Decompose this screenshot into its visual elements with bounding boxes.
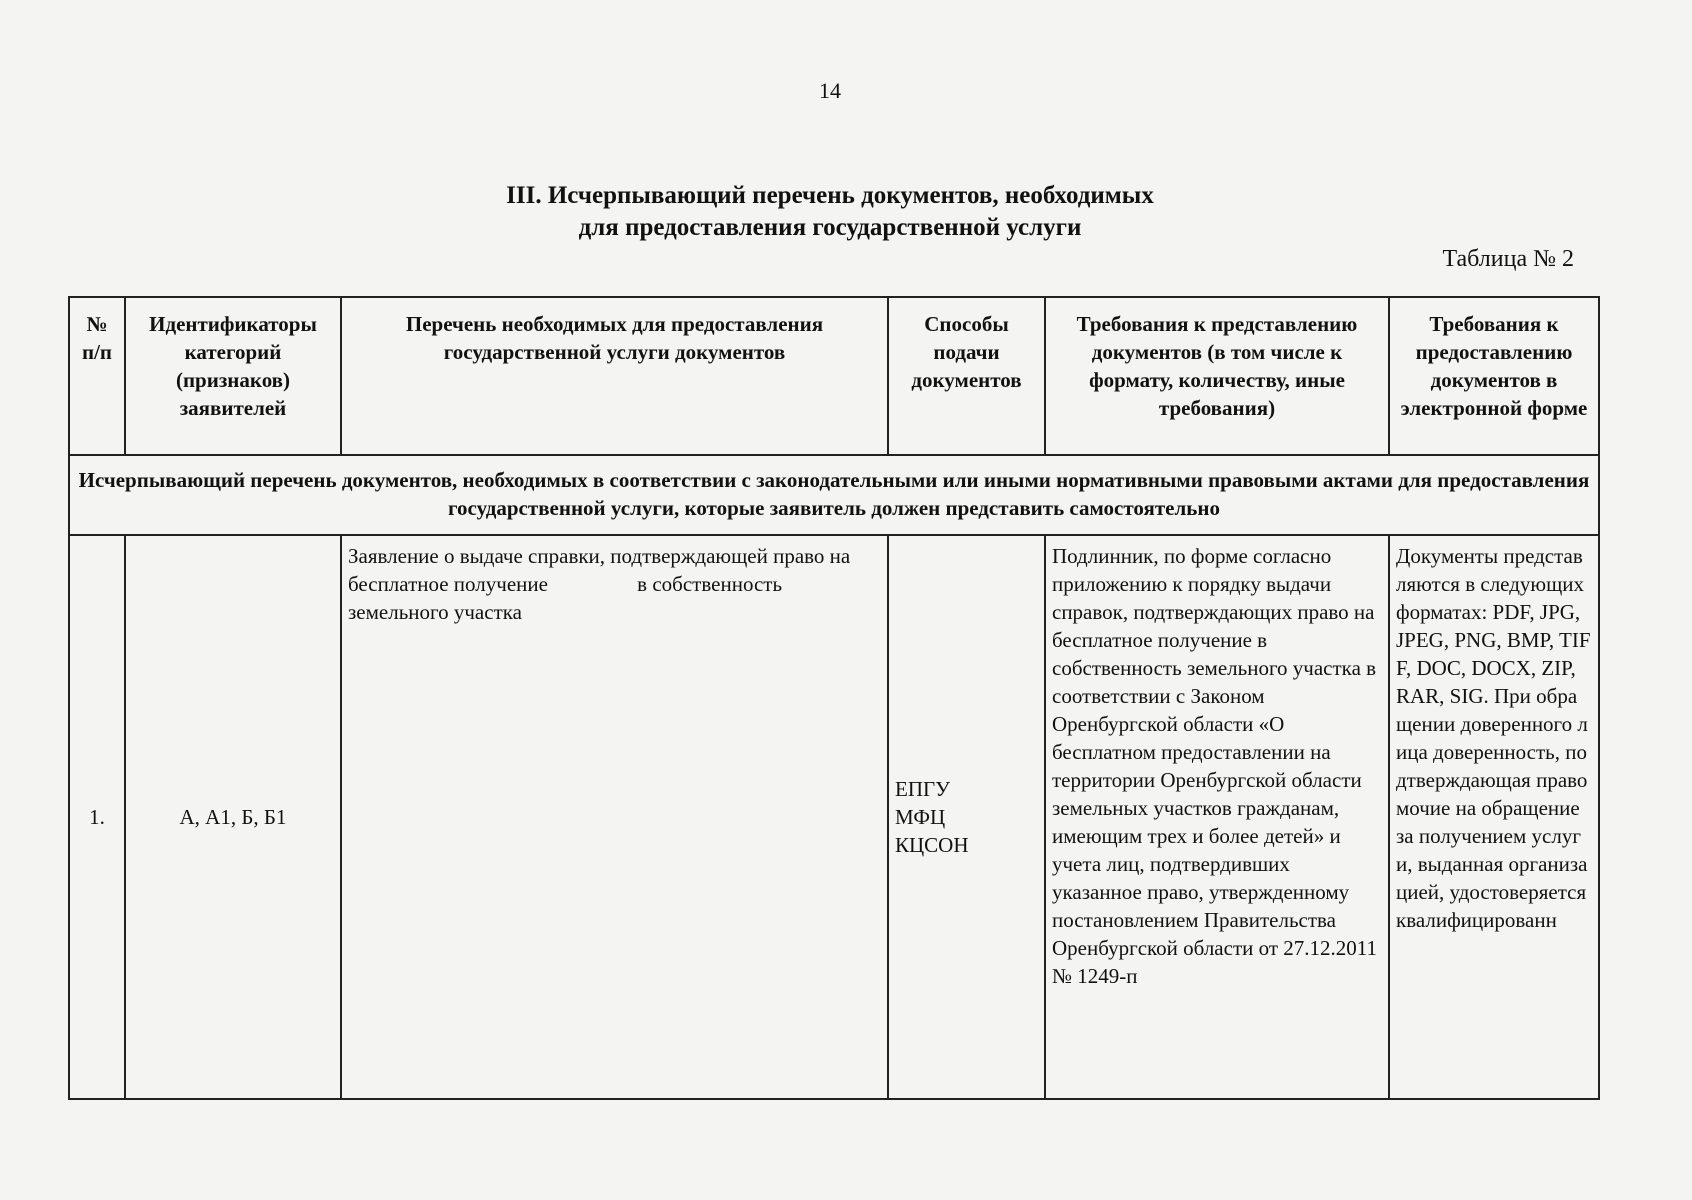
header-number: № п/п <box>69 297 125 455</box>
page-number: 14 <box>819 78 841 103</box>
header-submission-methods: Способы подачи документов <box>888 297 1045 455</box>
section-title-line-1: III. Исчерпывающий перечень документов, необходимых <box>506 182 1154 209</box>
table-header-row <box>69 297 1599 455</box>
row-document: Заявление о выдаче справки, подтверждающей право на бесплатное получение в собственность земельного участка <box>341 535 888 1099</box>
row-submission-requirements: Подлинник, по форме согласно приложению к порядку выдачи справок, подтверждающих право на бесплатное получение в собственность земельного участка в соответствии с Законом Оренбургской области «О бесплатном предоставлении на территории Оренбургской области земельных участков гражданам, имеющим трех и более детей» и учета лиц, подтвердивших указанное право, утвержденному постановлением Правительства Оренбургской области от 27.12.2011 № 1249-п <box>1045 535 1389 1099</box>
section-title-line-2: для предоставления государственной услуги <box>578 214 1082 241</box>
header-documents-list: Перечень необходимых для предоставления государственной услуги документов <box>341 297 888 455</box>
method-mfc: МФЦ <box>895 805 946 829</box>
table-row <box>69 535 1599 1099</box>
method-kcson: КЦСОН <box>895 833 969 857</box>
section-heading: Исчерпывающий перечень документов, необходимых в соответствии с законодательными или иными нормативными правовыми актами для предоставления государственной услуги, которые заявитель должен представить самостоятельно <box>69 455 1599 535</box>
table-section-row <box>69 455 1599 535</box>
row-submission-methods <box>888 535 1045 1099</box>
method-epgu: ЕПГУ <box>895 777 951 801</box>
row-applicant-categories: А, А1, Б, Б1 <box>125 535 341 1099</box>
documents-table <box>68 296 1600 1100</box>
header-submission-requirements: Требования к представлению документов (в том числе к формату, количеству, иные требования) <box>1045 297 1389 455</box>
header-applicant-categories: Идентификаторы категорий (признаков) заявителей <box>125 297 341 455</box>
row-electronic-requirements: Документы представляются в следующих форматах: PDF, JPG, JPEG, PNG, BMP, TIFF, DOC, DOCX, ZIP, RAR, SIG. При обращении доверенного лица доверенность, подтверждающая правомочие на обращение за получением услуги, выданная организацией, удостоверяется квалифицированн <box>1389 535 1599 1099</box>
section-title <box>0 180 1660 244</box>
header-electronic-requirements: Требования к предоставлению документов в электронной форме <box>1389 297 1599 455</box>
row-number: 1. <box>69 535 125 1099</box>
table-caption: Таблица № 2 <box>1442 246 1574 272</box>
